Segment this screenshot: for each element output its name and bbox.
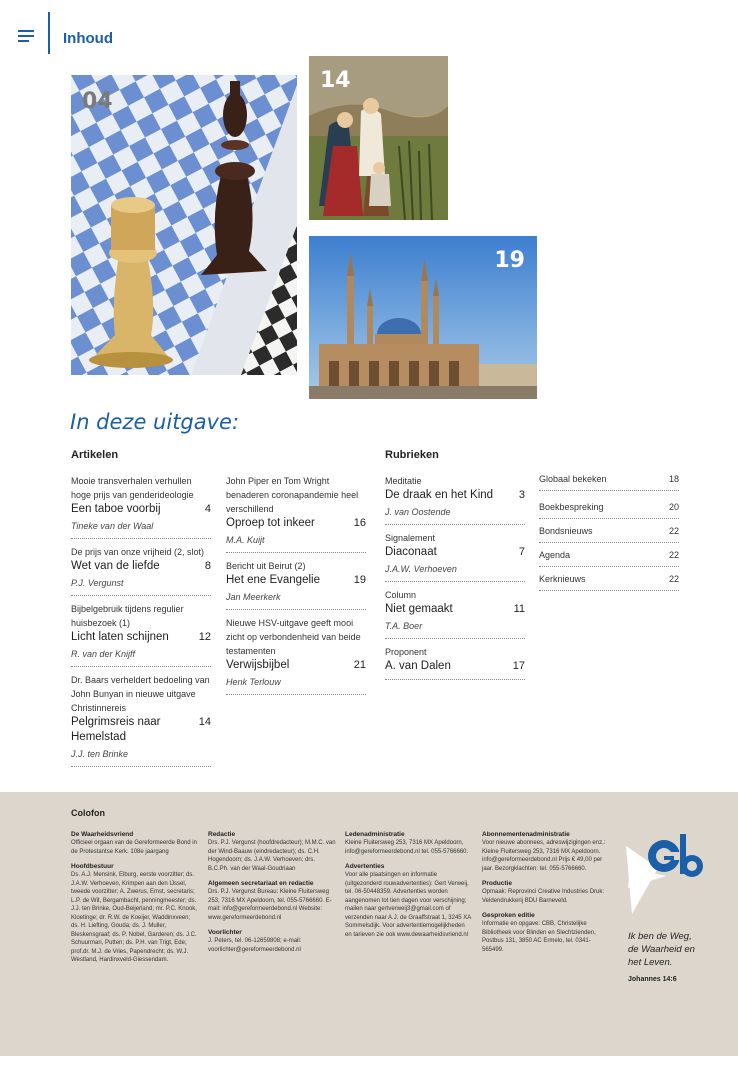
rubriek-link[interactable] — [539, 502, 679, 519]
colofon-text: Drs. P.J. Vergunst (hoofdredacteur); M.M.C. van der Wind-Baauw (eindredacteur); ds. C.H. Hogendoorn; ds. J.A.W. Verhoeven; drs. B.C.Ph. van der Waal-Goudriaan — [208, 840, 336, 872]
rubriek-link-title: Globaal bekeken — [539, 474, 607, 484]
colofon-title: Colofon — [71, 808, 105, 818]
article-author: J.J. ten Brinke — [71, 749, 129, 759]
article-intro: De prijs van onze vrijheid (2, slot) — [71, 547, 205, 557]
motto-line: het Leven. — [628, 957, 673, 968]
motto-text — [628, 930, 695, 969]
mosque-image[interactable] — [309, 236, 537, 399]
colofon-heading: Productie — [482, 880, 512, 887]
header-divider — [48, 12, 50, 54]
colofon-text: J. Peters, tel. 06-12659808; e-mail: voorlichter@gereformeerdebond.nl — [208, 938, 302, 953]
article-title[interactable]: Een taboe voorbij — [71, 503, 161, 515]
article-title[interactable]: Oproep tot inkeer — [226, 517, 315, 529]
chess-pieces-image[interactable] — [71, 75, 297, 375]
colofon-heading: Ledenadministratie — [345, 831, 405, 838]
rubrieken-column-1 — [385, 474, 525, 686]
article-entry[interactable] — [226, 474, 366, 553]
rubriek-link-page: 20 — [668, 502, 679, 512]
colofon-column-4 — [482, 830, 610, 960]
article-intro: Nieuwe HSV-uitgave geeft mooi zicht op verbondenheid van beide testamenten — [226, 618, 361, 656]
rubriek-category: Column — [385, 590, 417, 600]
article-title[interactable]: Verwijsbijbel — [226, 659, 290, 671]
rubriek-title[interactable]: Diaconaat — [385, 546, 437, 558]
article-entry[interactable] — [71, 474, 211, 539]
rubrieken-column-2 — [539, 474, 679, 598]
rubriek-link[interactable] — [539, 526, 679, 543]
article-page: 12 — [198, 631, 211, 643]
colofon-heading: Abonnementenadministratie — [482, 831, 570, 838]
colofon-text: Voor alle plaatsingen en informatie (uitgezonderd rouwadvertenties): Gert Verweij, tel. 06-50448359. Advertenties worden aangenomen tot tien dagen voor verschijning; mailen naar gertverweij3@gmail.com of verzenden naar A.J. de Graaffstraat 1, 3245 XA Sommelsdijk. Voor advertentiemogelijkheden en tarieven zie ook www.dewaarheidsvriend.nl — [345, 872, 471, 938]
article-intro: Bijbelgebruik tijdens regulier huisbezoek (1) — [71, 604, 184, 628]
rubriek-title[interactable]: Niet gemaakt — [385, 603, 453, 615]
rubriek-title[interactable]: De draak en het Kind — [385, 489, 494, 501]
colofon-heading: Hoofdbestuur — [71, 863, 114, 870]
colofon-heading: Advertenties — [345, 863, 385, 870]
rubriek-author: J.A.W. Verhoeven — [385, 564, 457, 574]
article-page: 16 — [353, 517, 366, 529]
rubriek-link[interactable] — [539, 574, 679, 591]
rubriek-author: T.A. Boer — [385, 621, 423, 631]
chess-illustration — [71, 75, 297, 375]
article-intro: John Piper en Tom Wright benaderen coronapandemie heel verschillend — [226, 476, 359, 514]
artikelen-heading: Artikelen — [71, 449, 119, 461]
article-entry[interactable] — [226, 559, 366, 610]
article-title[interactable]: Pelgrimsreis naar Hemelstad — [71, 716, 161, 743]
motto-line: de Waarheid en — [628, 944, 695, 955]
rubriek-link[interactable] — [539, 550, 679, 567]
rubriek-link-title: Kerknieuws — [539, 574, 586, 584]
painting-image[interactable] — [309, 56, 448, 220]
article-entry[interactable] — [71, 673, 211, 767]
image-number-04: 04 — [82, 89, 113, 114]
image-number-14: 14 — [320, 68, 351, 93]
colofon-text: Opmaak: Reprovinci Creative Industries Druk: Veldendrukkerij BDU Barneveld. — [482, 889, 605, 904]
colofon-text: Informatie en opgave: CBB, Christelijke Bibliotheek voor Blinden en Slechtzienden, Postbus 131, 3850 AC Ermelo, tel. 0341-565499. — [482, 921, 596, 953]
artikelen-column-1 — [71, 474, 211, 773]
rubriek-category: Proponent — [385, 647, 427, 657]
image-number-19: 19 — [494, 248, 525, 273]
rubriek-link[interactable] — [539, 474, 679, 491]
colofon-text: Kleine Fluitersweg 253, 7316 MX Apeldoorn, info@gereformeerdebond.nl tel. 055-5766660. — [345, 840, 469, 855]
colofon-column-1 — [71, 830, 199, 971]
rubriek-page: 3 — [518, 489, 525, 501]
article-page: 4 — [204, 503, 211, 515]
rubriek-page: 11 — [513, 603, 525, 615]
article-entry[interactable] — [71, 602, 211, 667]
gb-logo-mark — [626, 828, 706, 918]
rubriek-link-page: 22 — [668, 550, 679, 560]
colofon-text: Ds. A.J. Mensink, Elburg, eerste voorzitter; ds. J.A.W. Verhoeven, Krimpen aan den IJssel, tweede voorzitter; A. Zwerus, Emst, secretaris; L.P. de Wit, Bergambacht, penningmeester; ds. J.J. ten Brinke, Oud-Beijerland; mr. P.C. Knook, Kloetinge; dr. R.W. de Koeijer, Waddinxveen; ds. H. Liefting, Gouda; ds. J. Muller, Bleskensgraaf; ds. P. Nobel, Garderen; ds. J.C. Schuurman, Putten; ds. P.H. van Trigt, Ede; prof.dr. M.J. de Vries, Papendrecht; ds. W.J. Westland, Hardinxveld-Giessendam. — [71, 872, 197, 963]
rubriek-page: 17 — [512, 660, 525, 672]
article-author: Tineke van der Waal — [71, 521, 154, 531]
article-page: 21 — [353, 659, 366, 671]
rubriek-link-page: 22 — [668, 526, 679, 536]
article-page: 19 — [353, 574, 366, 586]
colofon-heading: De Waarheidsvriend — [71, 831, 134, 838]
article-author: R. van der Knijff — [71, 649, 136, 659]
rubriek-category: Meditatie — [385, 476, 422, 486]
article-page: 14 — [198, 716, 211, 728]
colofon-heading: Algemeen secretariaat en redactie — [208, 880, 314, 887]
rubrieken-heading: Rubrieken — [385, 449, 439, 461]
colofon-heading: Redactie — [208, 831, 236, 838]
article-intro: Mooie transverhalen verhullen hoge prijs van genderideologie — [71, 476, 194, 500]
gb-logo — [626, 828, 706, 918]
rubriek-link-page: 22 — [668, 574, 679, 584]
article-title[interactable]: Wet van de liefde — [71, 560, 160, 572]
colofon-column-3 — [345, 830, 473, 945]
article-title[interactable]: Het ene Evangelie — [226, 574, 320, 586]
rubriek-link-title: Bondsnieuws — [539, 526, 593, 536]
article-intro: Bericht uit Beirut (2) — [226, 561, 306, 571]
article-author: P.J. Vergunst — [71, 578, 124, 588]
article-page: 8 — [204, 560, 211, 572]
colofon-text: Officieel orgaan van de Gereformeerde Bond in de Protestantse Kerk. 108e jaargang — [71, 840, 197, 855]
colofon-heading: Gesproken editie — [482, 912, 535, 919]
rubriek-entry[interactable] — [385, 588, 525, 639]
motto-line: Ik ben de Weg, — [628, 931, 692, 942]
colofon-text: Drs. P.J. Vergunst Bureau: Kleine Fluitersweg 253, 7316 MX Apeldoorn, tel. 055-5766660. E-mail: info@gereformeerdebond.nl Website: www.gereformeerdebond.nl — [208, 889, 332, 921]
rubriek-page: 7 — [518, 546, 525, 558]
article-intro: Dr. Baars verheldert bedoeling van John Bunyan in nieuwe uitgave Christinnereis — [71, 675, 210, 713]
page-title: Inhoud — [63, 30, 113, 47]
rubriek-author: J. van Oostende — [385, 507, 451, 517]
article-author: M.A. Kuijt — [226, 535, 265, 545]
rubriek-link-page: 18 — [668, 474, 679, 484]
colofon-heading: Voorlichter — [208, 929, 242, 936]
rubriek-category: Signalement — [385, 533, 436, 543]
rubriek-link-title: Boekbespreking — [539, 502, 604, 512]
article-entry[interactable] — [226, 616, 366, 695]
colofon-column-2 — [208, 830, 336, 960]
rubriek-link-title: Agenda — [539, 550, 571, 560]
artikelen-column-2 — [226, 474, 366, 701]
hamburger-menu-icon[interactable] — [18, 30, 34, 44]
rubriek-title[interactable]: A. van Dalen — [385, 660, 451, 672]
motto-reference: Johannes 14:6 — [628, 976, 677, 983]
rubriek-entry[interactable] — [385, 645, 525, 680]
article-entry[interactable] — [71, 545, 211, 596]
colofon-text: Voor nieuwe abonnees, adreswijzigingen enz.: Kleine Fluitersweg 253, 7316 MX Apeldoorn. info@gereformeerdebond.nl Prijs € 49,00 per jaar. Bezorgklachten: tel. 055-5766660. — [482, 840, 606, 872]
toc-heading: In deze uitgave: — [70, 410, 240, 434]
rubriek-entry[interactable] — [385, 531, 525, 582]
article-author: Henk Terlouw — [226, 677, 281, 687]
rubriek-entry[interactable] — [385, 474, 525, 525]
article-title[interactable]: Licht laten schijnen — [71, 631, 169, 643]
article-author: Jan Meerkerk — [226, 592, 281, 602]
